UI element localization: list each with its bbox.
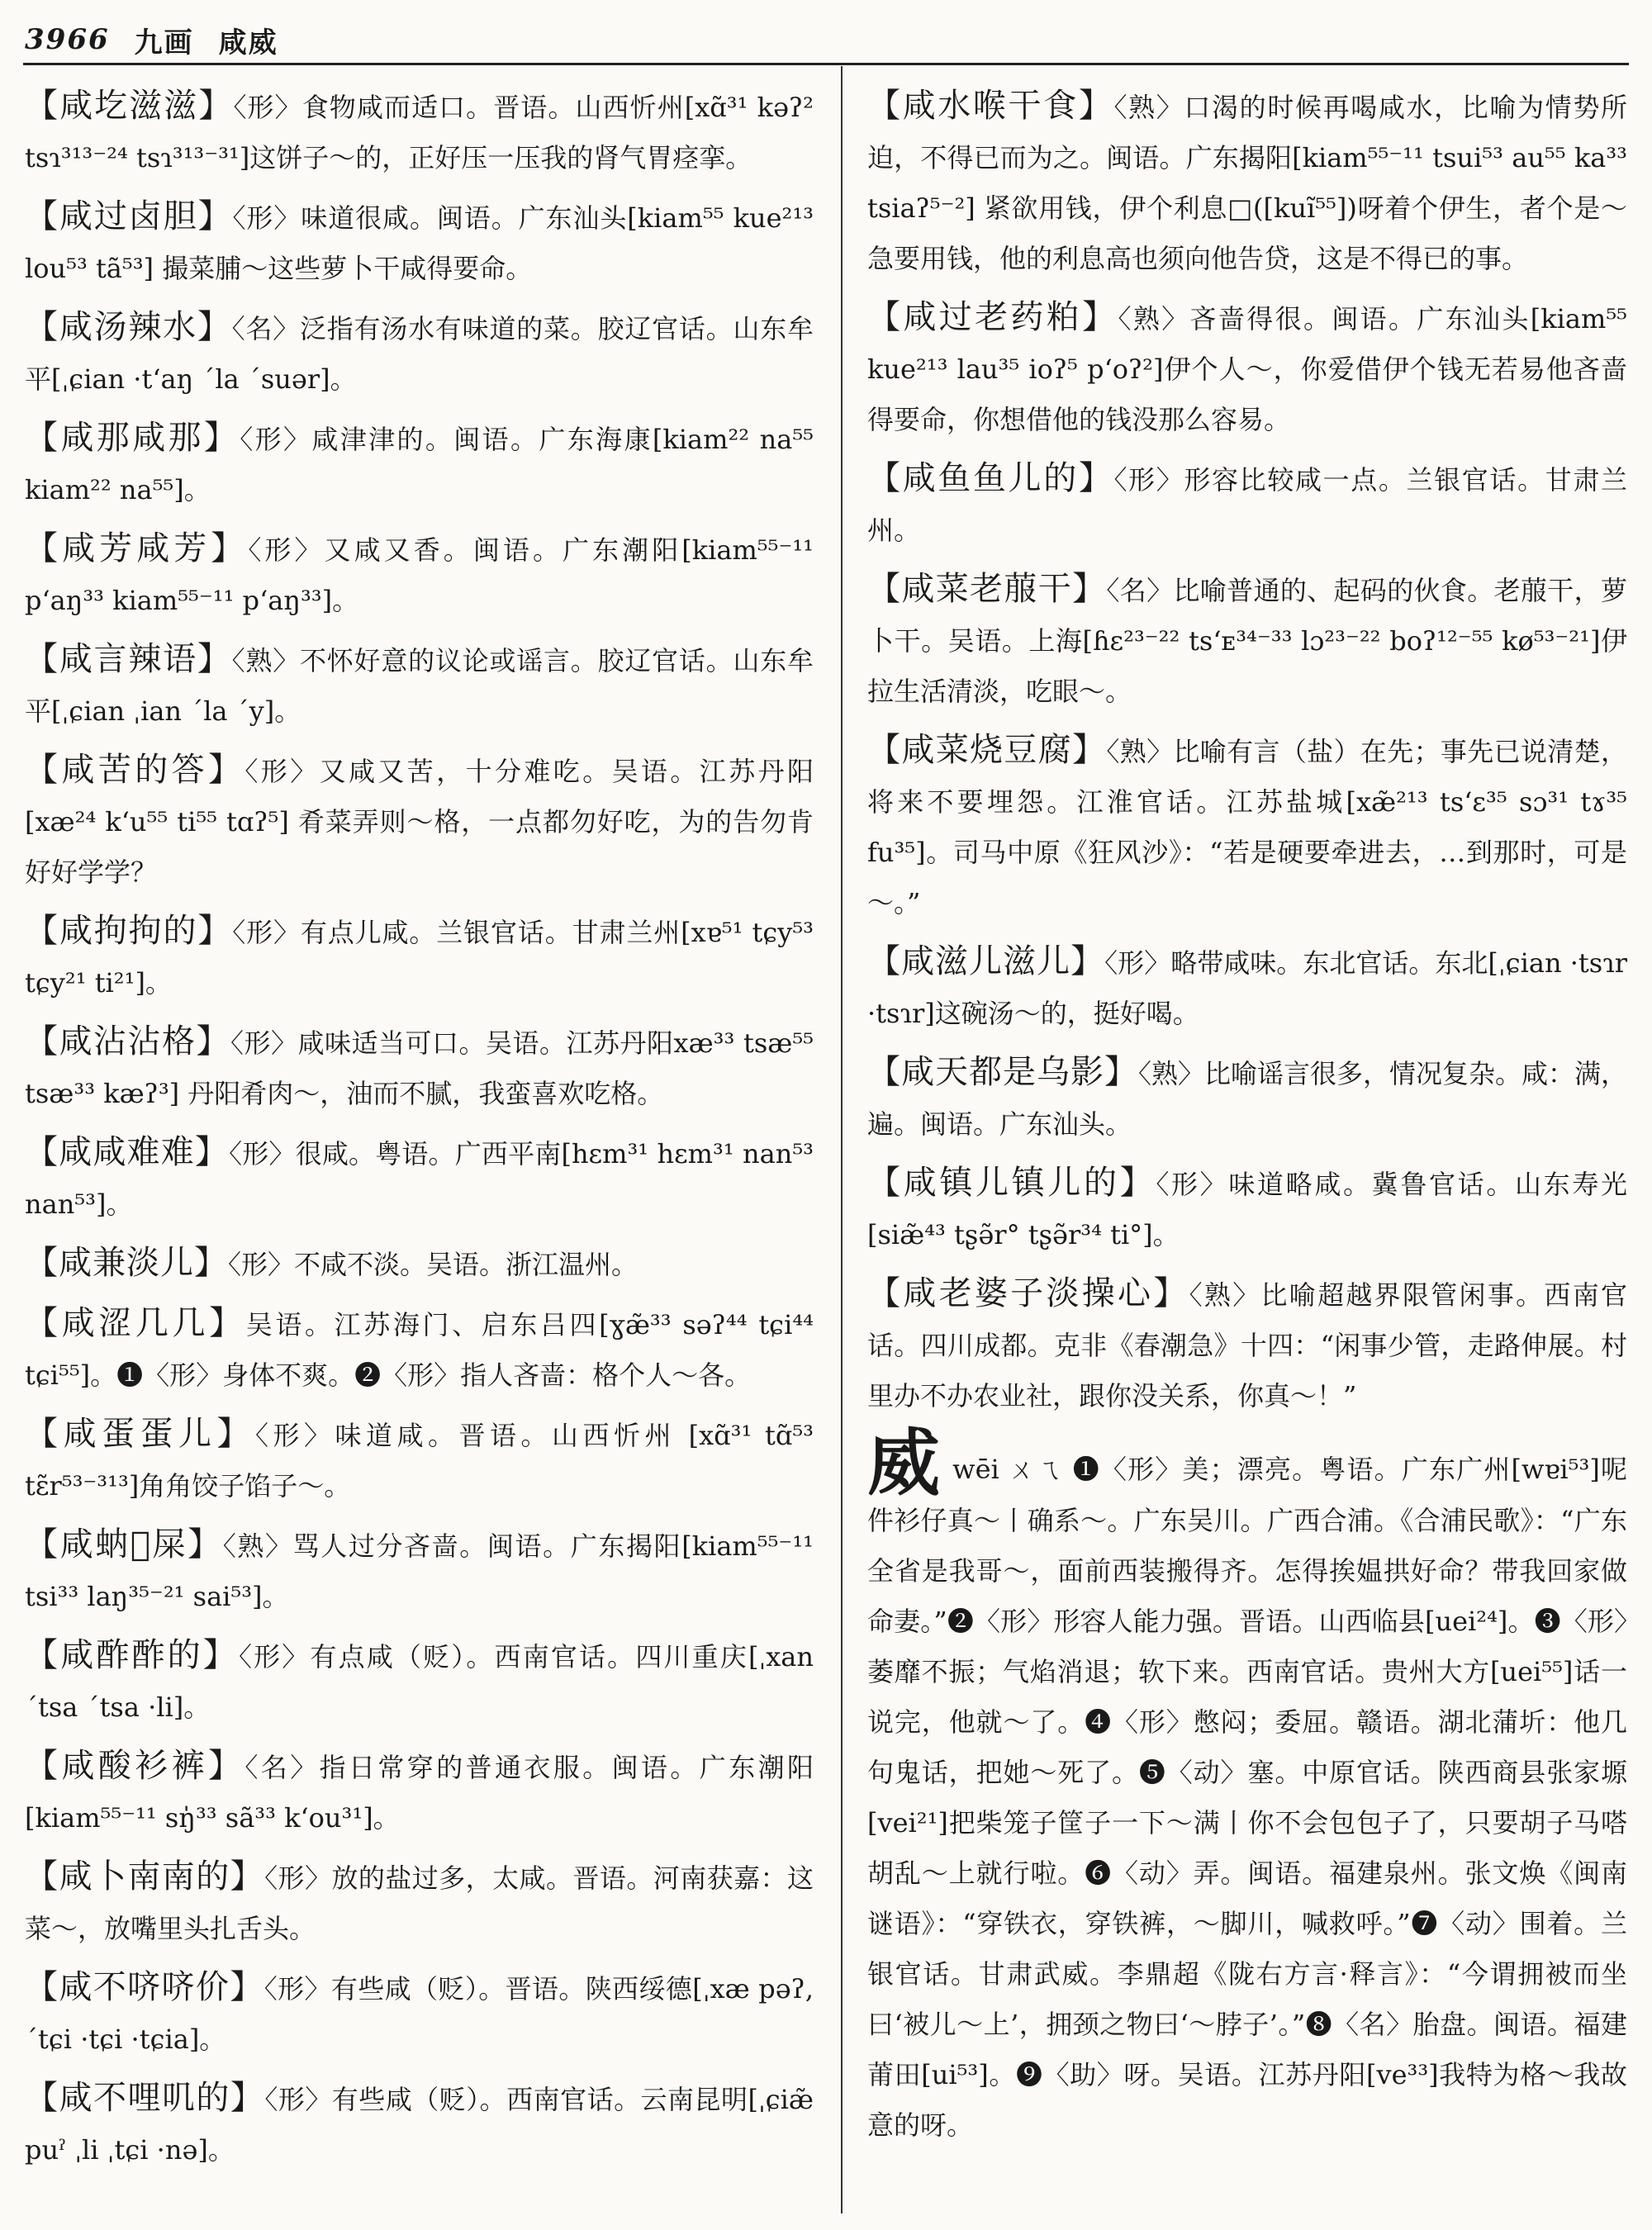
headword: 【咸卜南南的】: [25, 1858, 265, 1896]
entry: [867, 1047, 1627, 1150]
definition: 〈形〉味道咸。晋语。山西忻州 [xɑ̃³¹ tɑ̃⁵³ tɛ̃r⁵³⁻³¹³]角角饺子馅子～。: [25, 1420, 814, 1502]
entry: [25, 2073, 814, 2175]
headword: 【咸菜烧豆腐】: [867, 731, 1107, 769]
definition: 〈形〉食物咸而适口。晋语。山西忻州[xɑ̃³¹ kəʔ² tsɿ³¹³⁻²⁴ tsɿ³¹³⁻³¹]这饼子～的，正好压一压我的肾气胃痉挛。: [25, 92, 814, 173]
definition: 〈形〉有点儿咸。兰银官话。甘肃兰州[xɐ⁵¹ tɕy⁵³ tɕy²¹ ti²¹]。: [25, 917, 814, 999]
definition: 〈熟〉比喻超越界限管闲事。西南官话。四川成都。克非《春潮急》十四：“闲事少管，走路伸展。村里办不办农业社，跟你没关系，你真～！”: [867, 1279, 1627, 1412]
definition: 〈熟〉吝啬得很。闽语。广东汕头[kiam⁵⁵ kue²¹³ lau³⁵ ioʔ⁵ pʻoʔ²]伊个人～，你爱借伊个钱无若易他吝啬得要命，你想借他的钱没那么容易。: [867, 303, 1627, 435]
definition: 〈形〉放的盐过多，太咸。晋语。河南获嘉：这菜～，放嘴里头扎舌头。: [25, 1862, 814, 1944]
entry: [25, 906, 814, 1008]
headword: 【咸苦的答】: [25, 751, 245, 789]
headword: 【咸鱼鱼儿的】: [867, 459, 1114, 497]
definition: 〈形〉有些咸（贬）。晋语。陕西绥德[ˌxæ pəʔ, ˊtɕi ·tɕi ·tɕia]。: [25, 1973, 814, 2055]
definition: 〈形〉咸味适当可口。吴语。江苏丹阳xæ³³ tsæ⁵⁵ tsæ³³ kæʔ³] 丹阳肴肉～，油而不腻，我蛮喜欢吃格。: [25, 1027, 814, 1109]
page-number: 3966: [25, 23, 110, 56]
header-rule: [23, 63, 1629, 65]
definition: 〈形〉很咸。粤语。广西平南[hɛm³¹ hɛm³¹ nan⁵³ nan⁵³]。: [25, 1138, 814, 1220]
entry: [867, 937, 1627, 1039]
entry: [867, 292, 1627, 445]
headword: 【咸天都是乌影】: [867, 1053, 1138, 1091]
definition: 〈形〉不咸不淡。吴语。浙江温州。: [228, 1249, 638, 1280]
header-chars: 咸威: [218, 26, 278, 59]
entry: [867, 564, 1627, 717]
headword: 【咸芳咸芳】: [25, 529, 249, 567]
definition: 〈熟〉不怀好意的议论或谣言。胶辽官话。山东牟平[ˌɕian ˌian ˊla ˊy]。: [25, 645, 814, 727]
entry: [25, 1127, 814, 1230]
entry: [25, 1017, 814, 1119]
column-divider: [841, 66, 843, 2213]
headword: 【咸兼淡儿】: [25, 1244, 228, 1282]
entry: [25, 1238, 814, 1290]
definition: 〈形〉又咸又苦，十分难吃。吴语。江苏丹阳[xæ²⁴ kʻu⁵⁵ ti⁵⁵ tɑʔ⁵] 肴菜弄则～格，一点都勿好吃，为的告勿肯好好学学？: [25, 756, 814, 888]
headword: 【咸滋儿滋儿】: [867, 942, 1105, 980]
entry: [25, 1741, 814, 1843]
definition: 〈名〉泛指有汤水有味道的菜。胶辽官话。山东牟平[ˌɕian ·tʻaŋ ˊla ˊsuər]。: [25, 313, 814, 395]
definition: 〈熟〉比喻有言（盐）在先；事先已说清楚，将来不要埋怨。江淮官话。江苏盐城[xæ̃²¹³ tsʻɛ³⁵ sɔ³¹ tɤ³⁵ fu³⁵]。司马中原《狂风沙》：“若是硬要牵进去，…到那时，可是～。”: [867, 736, 1627, 918]
left-column: [25, 81, 814, 2184]
entry: [25, 1409, 814, 1511]
page-header: [25, 18, 1627, 61]
entry: [25, 1298, 814, 1401]
entry: [25, 634, 814, 737]
head-character: 威: [867, 1420, 942, 1506]
entry: [867, 725, 1627, 928]
headword: 【咸不哜哜价】: [25, 1968, 264, 2006]
entry: [867, 453, 1627, 556]
entry: [867, 81, 1627, 284]
headword: 【咸言辣语】: [25, 640, 232, 678]
right-column: [867, 81, 1627, 2159]
definition: 〈形〉有点咸（贬）。西南官话。四川重庆[ˌxan ˊtsa ˊtsa ·li]。: [25, 1641, 814, 1723]
entry: [25, 192, 814, 294]
definition: 〈形〉形容比较咸一点。兰银官话。甘肃兰州。: [867, 464, 1627, 546]
definition: 〈形〉味道略咸。冀鲁官话。山东寿光[siæ̃⁴³ tʂə̃r° tʂə̃r³⁴ ti°]。: [867, 1169, 1627, 1250]
section-label: 九画: [134, 26, 194, 59]
headword: 【咸老婆子淡操心】: [867, 1274, 1189, 1312]
definition: 〈形〉略带咸味。东北官话。东北[ˌɕian ·tsɿr ·tsɿr]这碗汤～的，挺好喝。: [867, 947, 1627, 1029]
definition: 〈名〉比喻普通的、起码的伙食。老菔干，萝卜干。吴语。上海[ɦɛ²³⁻²² tsʻᴇ³⁴⁻³³ lɔ²³⁻²² boʔ¹²⁻⁵⁵ kø⁵³⁻²¹]伊拉生活清淡，吃眼～。: [867, 575, 1627, 707]
entry: [867, 1269, 1627, 1421]
definition: wēi ㄨㄟ ❶〈形〉美；漂亮。粤语。广东广州[wɐi⁵³]呢件衫仔真～丨确系～。广东吴川。广西合浦。《合浦民歌》：“广东全省是我哥～，面前西装搬得齐。怎得挨媪拱好命？带我回家做命妻。”❷〈形〉形容人能力强。晋语。山西临县[uei²⁴]。❸〈形〉萎靡不振；气焰消退；软下来。西南官话。贵州大方[uei⁵⁵]话一说完，他就～了。❹〈形〉憋闷；委屈。赣语。湖北蒲圻：他几句鬼话，把她～死了。❺〈动〉塞。中原官话。陕西商县张家塬[vei²¹]把柴笼子筐子一下～满丨你不会包包子了，只要胡子马嗒胡乱～上就行啦。❻〈动〉弄。闽语。福建泉州。张文焕《闽南谜语》：“穿铁衣，穿铁裤，～脚川，喊救呼。”❼〈动〉围着。兰银官话。甘肃武威。李鼎超《陇右方言·释言》：“今谓拥被而坐曰‘被儿～上’，拥颈之物曰‘～脖子’。”❽〈名〉胎盘。闽语。福建莆田[ui⁵³]。❾〈助〉呀。吴语。江苏丹阳[ve³³]我特为格～我故意的呀。: [867, 1454, 1627, 2141]
headword: 【咸沾沾格】: [25, 1022, 231, 1060]
headword: 【咸菜老菔干】: [867, 570, 1107, 608]
definition: 〈熟〉口渴的时候再喝咸水，比喻为情势所迫，不得已而为之。闽语。广东揭阳[kiam⁵⁵⁻¹¹ tsui⁵³ au⁵⁵ ka³³ tsiaʔ⁵⁻²] 紧欲用钱，伊个利息□([kuĩ⁵⁵])呀着个伊生，者个是～急要用钱，他的利息高也须向他告贷，这是不得已的事。: [867, 92, 1627, 274]
headword: 【咸酢酢的】: [25, 1636, 239, 1674]
char-entry-wei: [867, 1420, 1627, 2151]
definition: 〈形〉又咸又香。闽语。广东潮阳[kiam⁵⁵⁻¹¹ pʻaŋ³³ kiam⁵⁵⁻¹¹ pʻaŋ³³]。: [25, 534, 814, 616]
headword: 【咸镇儿镇儿的】: [867, 1164, 1156, 1202]
headword: 【咸过卤胆】: [25, 197, 233, 235]
entry: [25, 745, 814, 898]
definition: 〈形〉有些咸（贬）。西南官话。云南昆明[ˌɕiæ̃ puˀ ˌli ˌtɕi ·nə]。: [25, 2084, 814, 2166]
headword: 【咸不哩叽的】: [25, 2079, 265, 2117]
headword: 【咸蚋𧎒屎】: [25, 1525, 223, 1563]
headword: 【咸那咸那】: [25, 419, 240, 457]
entry: [25, 81, 814, 183]
headword: 【咸汤辣水】: [25, 308, 232, 346]
definition: 〈形〉咸津津的。闽语。广东海康[kiam²² na⁵⁵ kiam²² na⁵⁵]。: [25, 424, 814, 505]
definition: 吴语。江苏海门、启东吕四[ɣæ̃³³ səʔ⁴⁴ tɕi⁴⁴ tɕi⁵⁵]。❶〈形〉身体不爽。❷〈形〉指人吝啬：格个人～各。: [25, 1309, 814, 1391]
entry: [25, 524, 814, 626]
headword: 【咸蛋蛋儿】: [25, 1415, 255, 1453]
headword: 【咸圪滋滋】: [25, 87, 234, 125]
entry: [25, 302, 814, 405]
definition: 〈名〉指日常穿的普通衣服。闽语。广东潮阳[kiam⁵⁵⁻¹¹ sŋ̍³³ sã³³ kʻou³¹]。: [25, 1752, 814, 1834]
definition: 〈熟〉比喻谣言很多，情况复杂。咸：满，遍。闽语。广东汕头。: [867, 1058, 1628, 1140]
definition: 〈形〉味道很咸。闽语。广东汕头[kiam⁵⁵ kue²¹³ lou⁵³ tã⁵³] 撮菜脯～这些萝卜干咸得要命。: [25, 202, 814, 284]
entry: [867, 1158, 1627, 1260]
headword: 【咸水喉干食】: [867, 87, 1114, 125]
headword: 【咸涩几几】: [25, 1304, 246, 1342]
definition: 〈熟〉骂人过分吝啬。闽语。广东揭阳[kiam⁵⁵⁻¹¹ tsi³³ laŋ³⁵⁻²¹ sai⁵³]。: [25, 1530, 814, 1612]
headword: 【咸过老药粕】: [867, 298, 1118, 336]
headword: 【咸酸衫裤】: [25, 1747, 245, 1785]
entry: [25, 413, 814, 515]
headword: 【咸拘拘的】: [25, 912, 233, 950]
entry: [25, 1520, 814, 1622]
entry: [25, 1962, 814, 2065]
headword: 【咸咸难难】: [25, 1133, 230, 1171]
entry: [25, 1630, 814, 1733]
entry: [25, 1852, 814, 1954]
